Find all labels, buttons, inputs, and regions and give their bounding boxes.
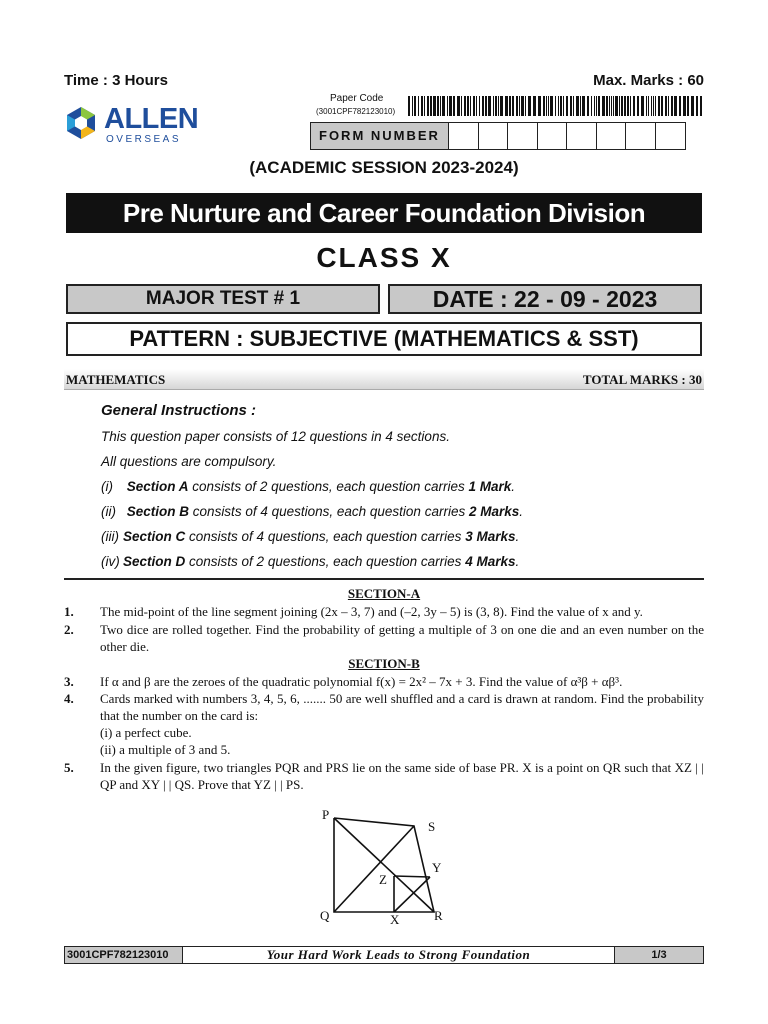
logo-name: ALLEN — [104, 103, 199, 135]
item-marks: 2 Marks — [468, 504, 520, 519]
instruction-item — [101, 504, 523, 519]
item-number: (iii) — [101, 529, 119, 544]
question-number: 2. — [64, 622, 74, 637]
item-section: Section B — [126, 504, 190, 519]
instruction-item — [101, 529, 519, 544]
item-text: consists of 4 questions, each question carries — [192, 504, 466, 519]
item-end: . — [515, 554, 520, 569]
item-section: Section D — [123, 554, 186, 569]
allen-logo-icon — [64, 106, 98, 140]
figure-line-qs — [334, 826, 414, 912]
question-number: 1. — [64, 604, 74, 619]
section-a-heading: SECTION-A — [347, 586, 421, 601]
question-3 — [64, 673, 704, 690]
logo-subtitle: OVERSEAS — [106, 134, 182, 145]
label-y: Y — [432, 860, 442, 875]
form-number-label: FORM NUMBER — [311, 123, 449, 149]
page-number: 1/3 — [614, 947, 703, 963]
barcode-icon — [408, 96, 704, 116]
label-p: P — [322, 807, 330, 822]
section-b-heading: SECTION-B — [348, 656, 420, 671]
item-end: . — [511, 479, 516, 494]
page-footer — [64, 946, 704, 964]
time-label: Time : 3 Hours — [64, 72, 168, 89]
instruction-item — [101, 554, 519, 569]
geometry-figure — [316, 806, 456, 930]
question-subpart: (i) a perfect cube. — [100, 725, 192, 740]
instructions-title: General Instructions : — [101, 402, 257, 419]
division-banner: Pre Nurture and Career Foundation Division — [66, 193, 702, 233]
form-number-box — [508, 123, 538, 149]
question-text: Two dice are rolled together. Find the probability of getting a multiple of 3 on one die and an even number on the other die. — [100, 622, 704, 654]
label-z: Z — [379, 872, 387, 887]
question-number: 4. — [64, 691, 74, 706]
label-s: S — [428, 819, 436, 834]
question-subpart: (ii) a multiple of 3 and 5. — [100, 742, 231, 757]
item-number: (ii) — [101, 504, 116, 519]
item-marks: 1 Mark — [468, 479, 512, 494]
form-number-boxes — [449, 123, 685, 149]
item-end: . — [519, 504, 524, 519]
total-marks: TOTAL MARKS : 30 — [582, 372, 702, 387]
academic-session: (ACADEMIC SESSION 2023-2024) — [249, 158, 519, 177]
label-q: Q — [320, 908, 330, 923]
divider — [64, 578, 704, 580]
item-section: Section A — [126, 479, 189, 494]
form-number-box — [656, 123, 686, 149]
question-4 — [64, 690, 704, 758]
instructions-line: All questions are compulsory. — [101, 454, 277, 469]
item-section: Section C — [123, 529, 186, 544]
form-number-box — [597, 123, 627, 149]
question-text: The mid-point of the line segment joining (2x – 3, 7) and (–2, 3y – 5) is (3, 8). Find the value of x and y. — [100, 604, 643, 619]
question-5 — [64, 759, 704, 793]
subject-name: MATHEMATICS — [66, 372, 166, 387]
test-name: MAJOR TEST # 1 — [66, 284, 380, 314]
figure-line-pr — [334, 818, 434, 912]
question-text: In the given figure, two triangles PQR and PRS lie on the same side of base PR. X is a point on QR such that XZ | | QP and XY | | QS. Prove that YZ | | PS. — [100, 760, 704, 792]
item-text: consists of 2 questions, each question carries — [189, 554, 462, 569]
footer-code: 3001CPF782123010 — [65, 947, 183, 963]
footer-motto: Your Hard Work Leads to Strong Foundation — [266, 947, 531, 962]
item-number: (i) — [101, 479, 113, 494]
form-number-box — [538, 123, 568, 149]
question-text: Cards marked with numbers 3, 4, 5, 6, ....... 50 are well shuffled and a card is drawn at random. Find the probability that the number on the card is: — [100, 691, 704, 723]
item-end: . — [515, 529, 520, 544]
item-number: (iv) — [101, 554, 120, 569]
question-number: 3. — [64, 674, 74, 689]
paper-code-label: Paper Code — [330, 93, 384, 104]
max-marks-label: Max. Marks : 60 — [593, 72, 704, 89]
form-number-box — [567, 123, 597, 149]
question-number: 5. — [64, 760, 74, 775]
question-2 — [64, 621, 704, 655]
item-text: consists of 4 questions, each question carries — [189, 529, 462, 544]
form-number-field — [310, 122, 686, 150]
question-text: If α and β are the zeroes of the quadratic polynomial f(x) = 2x² – 7x + 3. Find the value of α³β + αβ³. — [100, 674, 623, 689]
label-r: R — [434, 908, 443, 923]
question-1 — [64, 603, 704, 620]
class-title: CLASS X — [316, 242, 452, 273]
test-date: DATE : 22 - 09 - 2023 — [388, 284, 702, 314]
test-pattern: PATTERN : SUBJECTIVE (MATHEMATICS & SST) — [66, 322, 702, 356]
instruction-item — [101, 479, 515, 494]
item-marks: 3 Marks — [465, 529, 516, 544]
item-marks: 4 Marks — [465, 554, 516, 569]
form-number-box — [626, 123, 656, 149]
figure-line-zy — [394, 876, 430, 877]
form-number-box — [449, 123, 479, 149]
form-number-box — [479, 123, 509, 149]
item-text: consists of 2 questions, each question carries — [192, 479, 465, 494]
figure-line-xy — [394, 877, 430, 912]
paper-code-value: (3001CPF782123010) — [316, 107, 396, 116]
instructions-line: This question paper consists of 12 questions in 4 sections. — [101, 429, 450, 444]
label-x: X — [390, 912, 400, 927]
